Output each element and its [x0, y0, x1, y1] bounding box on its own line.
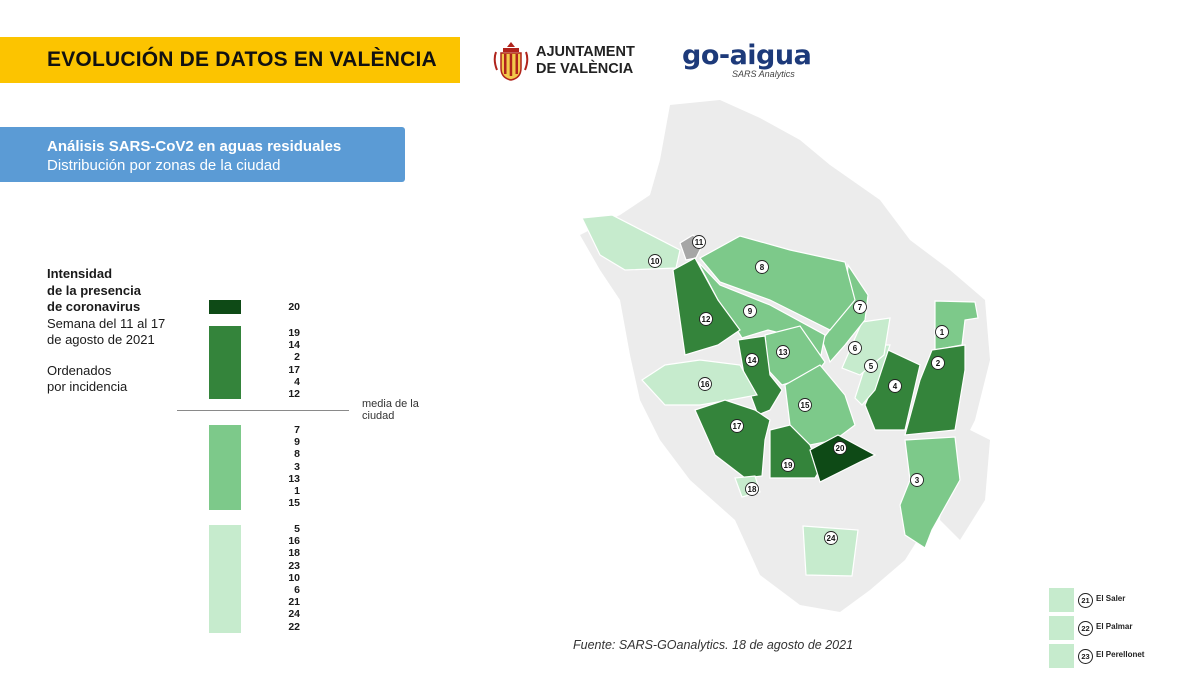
- zone-number-label: 12: [701, 314, 711, 324]
- legend-order-1: Ordenados: [47, 362, 112, 378]
- legend-heading-3: de coronavirus: [47, 299, 141, 314]
- title-banner: [0, 37, 460, 83]
- outlying-zone-name: El Palmar: [1096, 622, 1133, 631]
- subtitle-line2: Distribución por zonas de la ciudad: [47, 157, 281, 174]
- legend-zones-high: [270, 327, 300, 400]
- legend-zones-medium: [270, 424, 300, 509]
- outlying-zone-name: El Perellonet: [1096, 650, 1145, 659]
- subtitle-box: [0, 127, 405, 182]
- outlying-zone-name: El Saler: [1096, 594, 1126, 603]
- source-note: Fuente: SARS-GOanalytics. 18 de agosto de 2021: [573, 638, 854, 652]
- city-mean-label-2: ciudad: [362, 410, 395, 422]
- outlying-zone-swatch: [1049, 588, 1074, 612]
- outlying-zone-21: [1049, 588, 1199, 614]
- legend-zone: 10: [288, 571, 300, 584]
- zone-number-label: 14: [747, 355, 757, 365]
- zone-number-label: 18: [747, 484, 757, 494]
- zone-number-label: 7: [857, 302, 863, 312]
- legend-heading-2: de la presencia: [47, 282, 141, 298]
- outlying-zone-swatch: [1049, 644, 1074, 668]
- legend-zone: 17: [288, 363, 300, 376]
- zone-number-label: 4: [892, 381, 898, 391]
- legend-zones-low: [270, 523, 300, 633]
- zone-number-label: 17: [732, 421, 742, 431]
- outlying-zone-number: 22: [1078, 621, 1093, 636]
- legend-bar-very-high: [209, 300, 241, 314]
- outlying-zone-23: [1049, 644, 1199, 670]
- legend-bar-medium: [209, 425, 241, 510]
- legend-week-1: Semana del 11 al 17: [47, 315, 166, 331]
- legend-zone: 18: [288, 547, 300, 560]
- legend-zone: 7: [294, 424, 300, 436]
- zone-number-label: 15: [800, 400, 810, 410]
- zone-number-label: 24: [826, 533, 836, 543]
- zone-number-label: 10: [650, 256, 660, 266]
- zone-number-label: 6: [852, 343, 858, 353]
- ajuntament-logo: [492, 40, 635, 82]
- zone-number-label: 2: [935, 358, 941, 368]
- zone-number-label: 9: [747, 306, 753, 316]
- zone-number-label: 16: [700, 379, 710, 389]
- legend-zone: 1: [294, 485, 300, 498]
- legend-zone: 8: [294, 448, 300, 461]
- legend-zone: 23: [288, 559, 300, 572]
- outlying-zone-number: 21: [1078, 593, 1093, 608]
- legend-zone: 2: [294, 351, 300, 364]
- goaigua-logo: [682, 42, 811, 79]
- city-mean-line: [177, 410, 349, 411]
- legend-zone: 15: [288, 497, 300, 510]
- legend-zone: 21: [288, 596, 300, 609]
- zone-number-label: 3: [914, 475, 920, 485]
- zone-number-label: 11: [694, 237, 704, 247]
- legend-bar-low: [209, 525, 241, 633]
- legend-week-2: de agosto de 2021: [47, 332, 155, 347]
- zone-number-label: 13: [778, 347, 788, 357]
- city-mean-label-1: media de la: [362, 398, 419, 410]
- legend-zone: 24: [288, 608, 300, 621]
- legend-zone: 6: [294, 584, 300, 597]
- zone-number-label: 8: [759, 262, 765, 272]
- legend-zone: 19: [288, 327, 300, 339]
- goaigua-subtitle: SARS Analytics: [732, 69, 795, 79]
- goaigua-wordmark: go-aigua: [682, 40, 812, 71]
- zone-number-label: 5: [868, 361, 874, 371]
- legend-zone: 14: [288, 339, 300, 352]
- legend-zone: 20: [288, 301, 300, 313]
- legend-order-2: por incidencia: [47, 379, 128, 394]
- ajuntament-line1: AJUNTAMENT: [536, 44, 635, 60]
- legend-zone: 12: [288, 388, 300, 401]
- zone-number-label: 20: [835, 443, 845, 453]
- city-mean-label: [362, 398, 419, 422]
- legend-zone: 22: [288, 620, 300, 633]
- legend-description: [47, 266, 197, 396]
- legend-zone: 9: [294, 436, 300, 449]
- legend-zone: 4: [294, 375, 300, 388]
- city-zones-map: [570, 95, 990, 615]
- coat-of-arms-icon: [492, 40, 530, 82]
- subtitle-line1: Análisis SARS-CoV2 en aguas residuales: [47, 138, 342, 155]
- outlying-zone-swatch: [1049, 616, 1074, 640]
- outlying-zone-22: [1049, 616, 1199, 642]
- legend-zone: 3: [294, 460, 300, 473]
- legend-heading-1: Intensidad: [47, 266, 113, 281]
- zone-number-label: 1: [939, 327, 945, 337]
- page-title: EVOLUCIÓN DE DATOS EN VALÈNCIA: [47, 48, 437, 71]
- zone-number-label: 19: [783, 460, 793, 470]
- legend-zone: 16: [288, 535, 300, 548]
- legend-zones-very-high: [270, 301, 300, 313]
- ajuntament-line2: DE VALÈNCIA: [536, 61, 634, 77]
- legend-bar-high: [209, 326, 241, 399]
- zone-3: [900, 437, 960, 548]
- legend-zone: 5: [294, 523, 300, 535]
- outlying-zone-number: 23: [1078, 649, 1093, 664]
- legend-zone: 13: [288, 472, 300, 485]
